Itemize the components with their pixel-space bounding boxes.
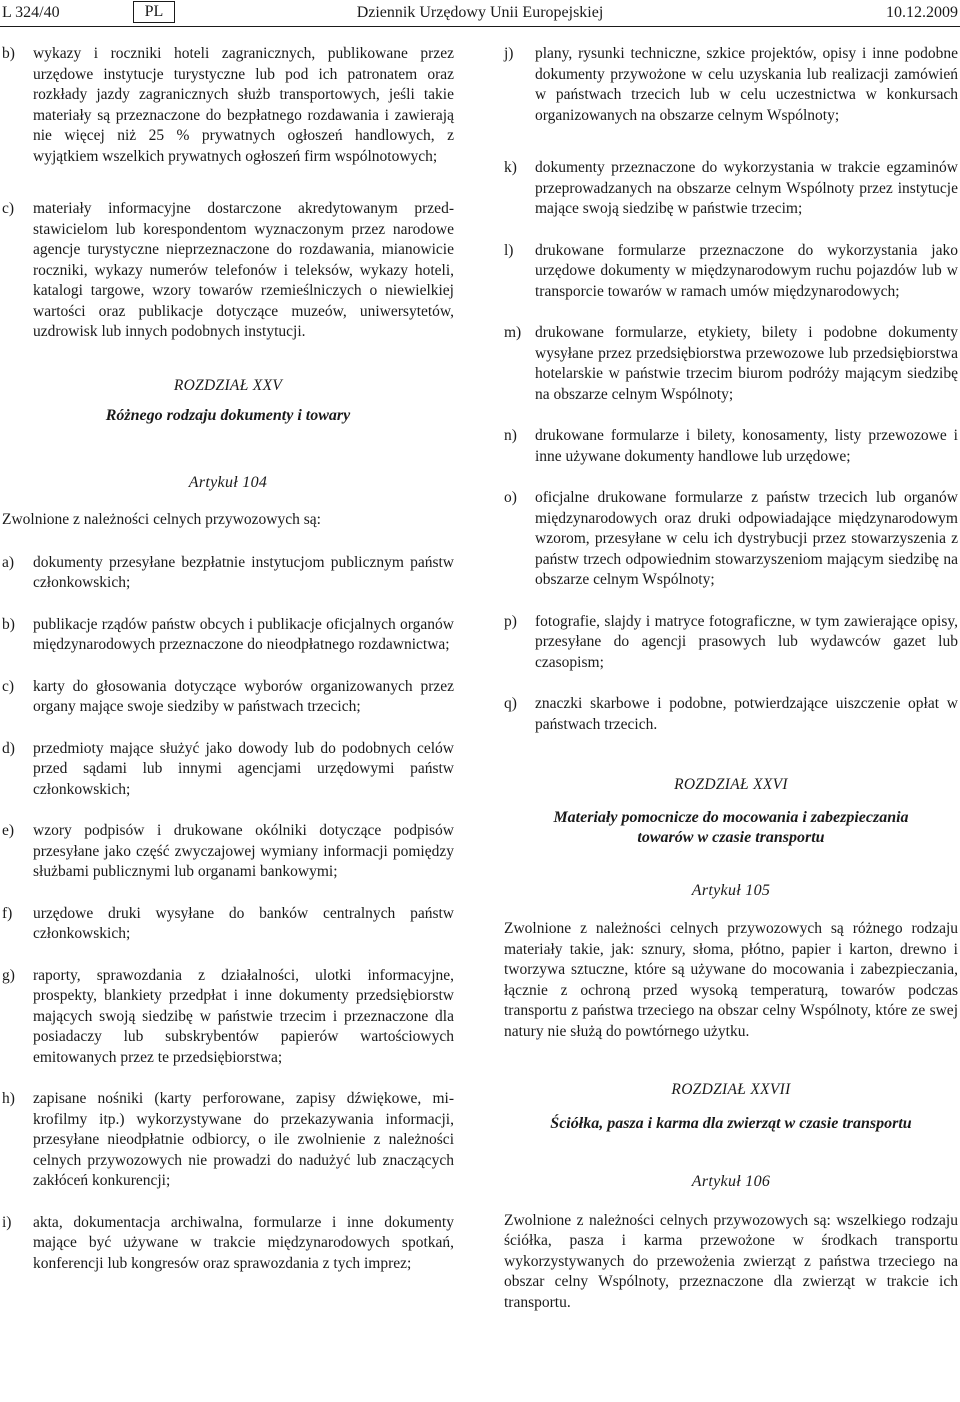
item-text: drukowane formularze, etykiety, bilety i podobne dokumenty wysyłane przez przedsiębiorstwa przewozowe lub przedsiębiorstwa hotelarskie w państwie trzecim biurom podróży mającym siedzibę na obszarze celnym Wspólnoty;	[535, 324, 958, 403]
list-item	[504, 241, 958, 303]
item-label: b)	[2, 45, 15, 62]
item-text: przedmioty mające służyć jako dowody lub do podobnych celów przed sądami lub innymi agencjami urzędowymi państw członkowskich;	[33, 739, 454, 798]
item-text: dokumenty przeznaczone do wykorzystania w trakcie egzaminów przeprowadzanych na obszarze celnym Wspólnoty przez instytucje mające swoją siedzibę w państwie trzecim;	[535, 159, 958, 217]
chapter-title: Różnego rodzaju dokumenty i towary	[105, 407, 351, 424]
list-item	[2, 739, 454, 801]
chapter-heading: ROZDZIAŁ XXV	[173, 376, 283, 394]
item-text: plany, rysunki techniczne, szkice projektów, opisy i inne podobne dokumenty przywożone w celu uzyskania lub realizacji zamówień w państwach trzecich lub w celu uczestnictwa w konkursach organizowanych na obszarze celnym Wspólnoty;	[535, 45, 958, 124]
article-text: Zwolnione z należności celnych przywozowych są: wszelkiego rodzaju ściółka, pasza i karma przewożone w środkach transportu wykorzystywanych do przewożenia zwierząt z państwa trzeciego na obszar celny Wspólnoty, przeznaczone dla zwierząt w trakcie ich transportu.	[504, 1211, 958, 1311]
item-text: drukowane formularze przeznaczone do wykorzystania jako urzędowe dokumenty w międzynarodowym ruchu pojazdów lub w transporcie towarów w ramach umów międzynarodowych;	[535, 241, 958, 300]
item-text: znaczki skarbowe i podobne, potwierdzające uiszczenie opłat w państwach trzecich.	[535, 695, 958, 733]
item-label: l)	[504, 241, 514, 259]
article-heading: Artykuł 106	[691, 1173, 771, 1190]
item-label: q)	[504, 695, 517, 712]
item-label: k)	[504, 159, 517, 176]
article-intro: Zwolnione z należności celnych przywozowych są:	[2, 511, 321, 528]
item-label: h)	[2, 1090, 15, 1107]
right-column	[504, 44, 958, 1313]
list-item	[2, 1213, 454, 1275]
item-label: o)	[504, 489, 517, 506]
item-text: akta, dokumentacja archiwalna, formularze i inne dokumenty mające być używane w trakcie międzynarodowych spotkań, konferencji lub kongresów oraz sprawozdania z tych imprez;	[33, 1213, 454, 1272]
page-number: L 324/40	[2, 4, 60, 21]
item-label: b)	[2, 615, 15, 633]
item-text: zapisane nośniki (karty perforowane, zapisy dźwiękowe, mikrofilmy itp.) wykorzystywane do przekazywania informacji, przesyłane nieodpłatnie odbiorcy, o ile zwolnienie z należności celnych przywozowych nie prowadzi do nadużyć lub znaczących zakłóceń konkurencji;	[33, 1090, 454, 1189]
list-item	[2, 677, 454, 718]
item-label: f)	[2, 904, 13, 922]
language-badge: PL	[133, 1, 175, 23]
list-item	[504, 158, 958, 220]
item-label: d)	[2, 739, 15, 757]
article-heading: Artykuł 105	[691, 881, 771, 899]
item-label: p)	[504, 612, 517, 630]
item-label: m)	[504, 324, 522, 341]
item-label: a)	[2, 553, 15, 571]
item-label: g)	[2, 966, 15, 984]
journal-title: Dziennik Urzędowy Unii Europejskiej	[356, 4, 604, 21]
item-label: c)	[2, 677, 15, 695]
item-text: wzory podpisów i drukowane okólniki dotyczące podpisów przesyłane jako część zwyczajowej wymiany informacji pomiędzy służbami publicznymi lub organami bankowymi;	[33, 822, 454, 880]
item-text: materiały informacyjne dostarczone akredytowanym przedstawicielom lub korespondentom wyznaczonym przez narodowe agencje turystyczne nieprzeznaczone do rozdawania, mianowicie roczniki, wykazy numerów telefonów i teleksów, wykazy hoteli, katalogi targowe, wzory towarów rzemieślniczych o niewielkiej wartości oraz publikacje dotyczące muzeów, uniwersytetów, uzdrowisk lub innych podobnych instytucji.	[33, 200, 454, 340]
list-item	[2, 966, 454, 1069]
list-item	[504, 612, 958, 674]
page-header	[0, 0, 960, 27]
list-item	[504, 44, 958, 126]
list-item	[2, 821, 454, 883]
list-item	[504, 323, 958, 405]
item-label: n)	[504, 427, 517, 444]
list-item	[504, 426, 958, 467]
list-item	[2, 44, 454, 167]
item-label: e)	[2, 822, 15, 839]
item-text: karty do głosowania dotyczące wyborów organizowanych przez organy mające swoje siedziby w państwach trzecich;	[33, 677, 454, 715]
item-text: raporty, sprawozdania z działalności, ulotki informacyjne, prospekty, blankiety przedpłat i inne dokumenty przedsiębiorstw mających swoją siedzibę w państwie trzecim i przeznaczone dla posiadaczy lub subskrybentów papierów wartościowych emitowanych przez te przedsiębiorstwa;	[33, 966, 454, 1066]
chapter-title-line: towarów w czasie transportu	[637, 829, 825, 846]
list-item	[2, 904, 454, 945]
item-text: drukowane formularze i bilety, konosamenty, listy przewozowe i inne używane dokumenty handlowe lub urzędowe;	[535, 427, 958, 465]
chapter-heading: ROZDZIAŁ XXVII	[671, 1081, 791, 1098]
item-text: dokumenty przesyłane bezpłatnie instytucjom publicznym państw członkowskich;	[33, 553, 454, 591]
item-text: fotografie, slajdy i matryce fotograficzne, w tym zawierające opisy, przesyłane do agencji prasowych lub wydawców gazet lub czasopism;	[535, 612, 958, 671]
item-label: j)	[504, 45, 514, 62]
list-item	[2, 1089, 454, 1192]
article-text: Zwolnione z należności celnych przywozowych są różnego rodzaju materiały takie, jak: sznury, słoma, płótno, papier i karton, drewno i tworzywa sztuczne, które są używane do mocowania i zabezpieczania, łącznie z ochroną przed wysoką temperaturą, towarów podczas transportu z państwa trzeciego na obszar celny Wspólnoty, które ze swej natury nie służą do powtórnego użytku.	[504, 920, 958, 1040]
list-item	[504, 488, 958, 591]
item-text: urzędowe druki wysyłane do banków centralnych państw członkowskich;	[33, 904, 454, 942]
list-item	[2, 199, 454, 343]
item-text: publikacje rządów państw obcych i publikacje oficjalnych organów międzynarodowych przeznaczone do nieodpłatnego rozdawnictwa;	[33, 615, 454, 653]
list-item	[2, 553, 454, 594]
item-label: c)	[2, 200, 15, 217]
chapter-title	[504, 808, 958, 849]
item-text: wykazy i roczniki hoteli zagranicznych, publikowane przez urzędowe instytucje turystyczne lub pod ich patronatem oraz rozkłady jazdy zagranicznych służb transportowych, jeśli takie materiały są przeznaczone do bezpłatnego rozdawania i zawierają nie więcej niż 25 % prywatnych ogłoszeń handlowych, z wyjątkiem wszelkich prywatnych ogłoszeń firm wspólnotowych;	[33, 45, 454, 165]
article-heading: Artykuł 104	[188, 473, 268, 491]
item-label: i)	[2, 1213, 12, 1231]
chapter-title-line: Materiały pomocnicze do mocowania i zabezpieczania	[553, 808, 909, 826]
chapter-title: Ściółka, pasza i karma dla zwierząt w czasie transportu	[550, 1114, 912, 1132]
list-item	[2, 615, 454, 656]
chapter-heading: ROZDZIAŁ XXVI	[674, 776, 788, 793]
publication-date: 10.12.2009	[886, 4, 958, 21]
list-item	[504, 694, 958, 735]
left-column	[2, 44, 454, 1274]
item-text: oficjalne drukowane formularze z państw trzecich lub organów międzynarodowych oraz druki odpowiadające międzynarodowym wzorom, przesyłane w celu ich dystrybucji przez stowarzyszenia z państw trzech odpowiednim stowarzyszeniom mającym siedzibę na obszarze celnym Wspólnoty;	[535, 489, 958, 588]
